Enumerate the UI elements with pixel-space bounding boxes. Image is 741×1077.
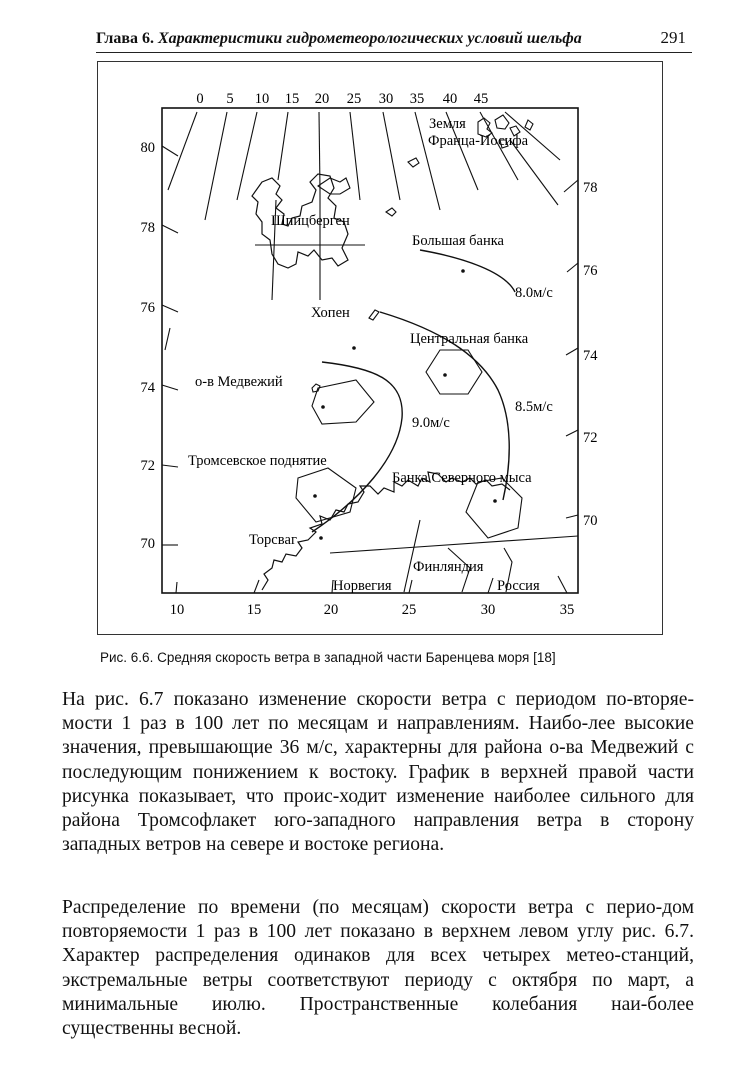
label-speed-8-0: 8.0м/с xyxy=(515,285,553,301)
label-russia: Россия xyxy=(497,578,540,594)
bottom-longitude-ticks xyxy=(170,602,575,618)
chapter-title: Характеристики гидрометеорологических условий шельфа xyxy=(158,30,582,47)
top-tick: 45 xyxy=(473,91,489,107)
page-number: 291 xyxy=(660,28,686,47)
lat-tick: 70 xyxy=(140,536,155,552)
left-latitude-ticks xyxy=(141,140,156,552)
right-tick-marks xyxy=(564,180,578,518)
lat-tick: 78 xyxy=(583,180,598,196)
paragraph: Распределение по времени (по месяцам) скорости ветра с перио-дом повторяемости 1 раз в 100 лет показано в верхнем левом углу рис. 6.7. Характер распределения одинаков для всех четырех метео-станций, экстремальные ветры соответствуют периоду с октября по март, а минимальные июлю. Пространственные колебания наи-более существенны весной. xyxy=(62,897,694,1040)
bottom-tick: 30 xyxy=(480,602,496,618)
figure-caption: Рис. 6.6. Средняя скорость ветра в западной части Баренцева моря [18] xyxy=(100,650,556,665)
label-central-bank: Центральная банка xyxy=(410,331,529,347)
chapter-number: Глава 6. xyxy=(96,30,154,47)
lat-tick: 72 xyxy=(583,430,598,446)
bottom-tick: 10 xyxy=(169,602,185,618)
right-latitude-ticks xyxy=(583,180,598,529)
label-speed-8-5: 8.5м/с xyxy=(515,399,553,415)
small-island xyxy=(386,208,396,216)
label-tromso-rise: Тромсевское поднятие xyxy=(188,453,327,469)
top-tick: 5 xyxy=(226,91,234,107)
top-tick: 25 xyxy=(346,91,362,107)
top-tick: 0 xyxy=(196,91,204,107)
label-spitsbergen: Шпицберген xyxy=(271,213,350,229)
label-franz-josef-1: Земля xyxy=(429,116,466,132)
top-tick: 20 xyxy=(314,91,330,107)
bank-polygons xyxy=(296,350,522,538)
lat-tick: 74 xyxy=(140,380,155,396)
lat-tick: 74 xyxy=(583,348,598,364)
lat-tick: 76 xyxy=(140,300,155,316)
label-torsvag: Торсвaг xyxy=(249,532,297,548)
map-labels xyxy=(188,116,553,594)
top-longitude-ticks xyxy=(196,91,488,107)
bottom-tick: 20 xyxy=(323,602,339,618)
lat-tick: 78 xyxy=(140,220,155,236)
left-tick-marks xyxy=(162,146,178,545)
top-tick: 35 xyxy=(409,91,425,107)
bottom-tick: 15 xyxy=(246,602,262,618)
lat-tick: 80 xyxy=(140,140,155,156)
bottom-tick: 25 xyxy=(401,602,417,618)
label-finland: Финляндия xyxy=(413,559,484,575)
paragraph: На рис. 6.7 показано изменение скорости ветра с периодом по-вторяе-мости 1 раз в 100 лет по месяцам и направлениям. Наибо-лее высокие значения, превышающие 36 м/с, характерны для района о-ва Медвежий с последующим понижением к востоку. График в верхней правой части рисунка показывает, что проис-ходит изменение наиболее сильного для района Тромсофлакет юго-западного направления ветра в сторону западных ветров на севере и востоке региона. xyxy=(62,689,694,856)
bottom-tick: 35 xyxy=(559,602,575,618)
lat-tick: 72 xyxy=(140,458,155,474)
label-norway: Норвегия xyxy=(333,578,392,594)
label-hopen: Хопен xyxy=(311,305,350,321)
top-tick: 15 xyxy=(284,91,300,107)
label-bear-island: о-в Медвежий xyxy=(195,374,283,390)
label-big-bank: Большая банка xyxy=(412,233,504,249)
map-border xyxy=(162,108,578,593)
label-north-cape-bank: Банка Северного мыса xyxy=(392,470,532,486)
top-tick: 10 xyxy=(254,91,270,107)
top-tick: 40 xyxy=(442,91,458,107)
nordaustlandet xyxy=(318,178,350,194)
lat-tick: 76 xyxy=(583,263,598,279)
top-tick: 30 xyxy=(378,91,394,107)
hopen-island xyxy=(369,310,379,320)
isotach-lines xyxy=(312,250,515,532)
label-speed-9-0: 9.0м/с xyxy=(412,415,450,431)
label-franz-josef-2: Франца-Иосифа xyxy=(428,133,529,149)
lat-tick: 70 xyxy=(583,513,598,529)
